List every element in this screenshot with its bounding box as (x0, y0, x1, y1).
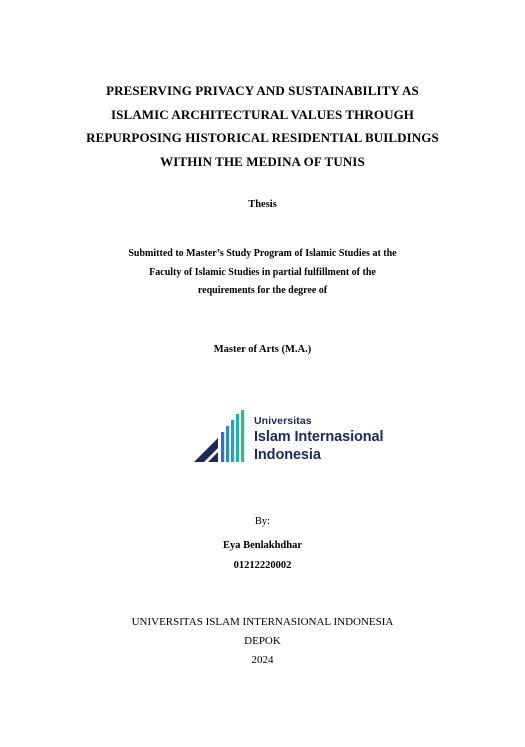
thesis-title (0, 79, 525, 173)
publication-year: 2024 (251, 654, 274, 666)
author-name: Eya Benlakhdhar (222, 540, 303, 551)
by-label: By: (254, 516, 271, 527)
submission-statement (0, 245, 525, 301)
submission-line-2: Faculty of Islamic Studies in partial fulfillment of the (149, 266, 376, 278)
submission-line-3: requirements for the degree of (197, 285, 328, 296)
institution-city: DEPOK (244, 635, 281, 647)
title-line-2: ISLAMIC ARCHITECTURAL VALUES THROUGH (110, 106, 415, 122)
title-line-3: REPURPOSING HISTORICAL RESIDENTIAL BUILDINGS (86, 130, 439, 145)
university-logo (192, 410, 402, 466)
logo-line-1: Universitas (254, 415, 312, 427)
logo-line-2: Islam Internasional (254, 429, 384, 445)
author-block (0, 536, 525, 576)
institution-block (0, 613, 525, 670)
student-id: 01212220002 (233, 560, 292, 571)
logo-wordmark (254, 415, 383, 464)
uiii-emblem-icon (192, 410, 248, 466)
submission-line-1: Submitted to Master’s Study Program of Islamic Studies at the (128, 248, 397, 259)
degree-title: Master of Arts (M.A.) (213, 344, 312, 355)
title-line-1: PRESERVING PRIVACY AND SUSTAINABILITY AS (106, 83, 419, 98)
logo-line-3: Indonesia (254, 447, 321, 463)
document-type: Thesis (248, 199, 277, 210)
institution-name: UNIVERSITAS ISLAM INTERNASIONAL INDONESIA (131, 616, 394, 628)
title-line-4: WITHIN THE MEDINA OF TUNIS (160, 153, 365, 169)
